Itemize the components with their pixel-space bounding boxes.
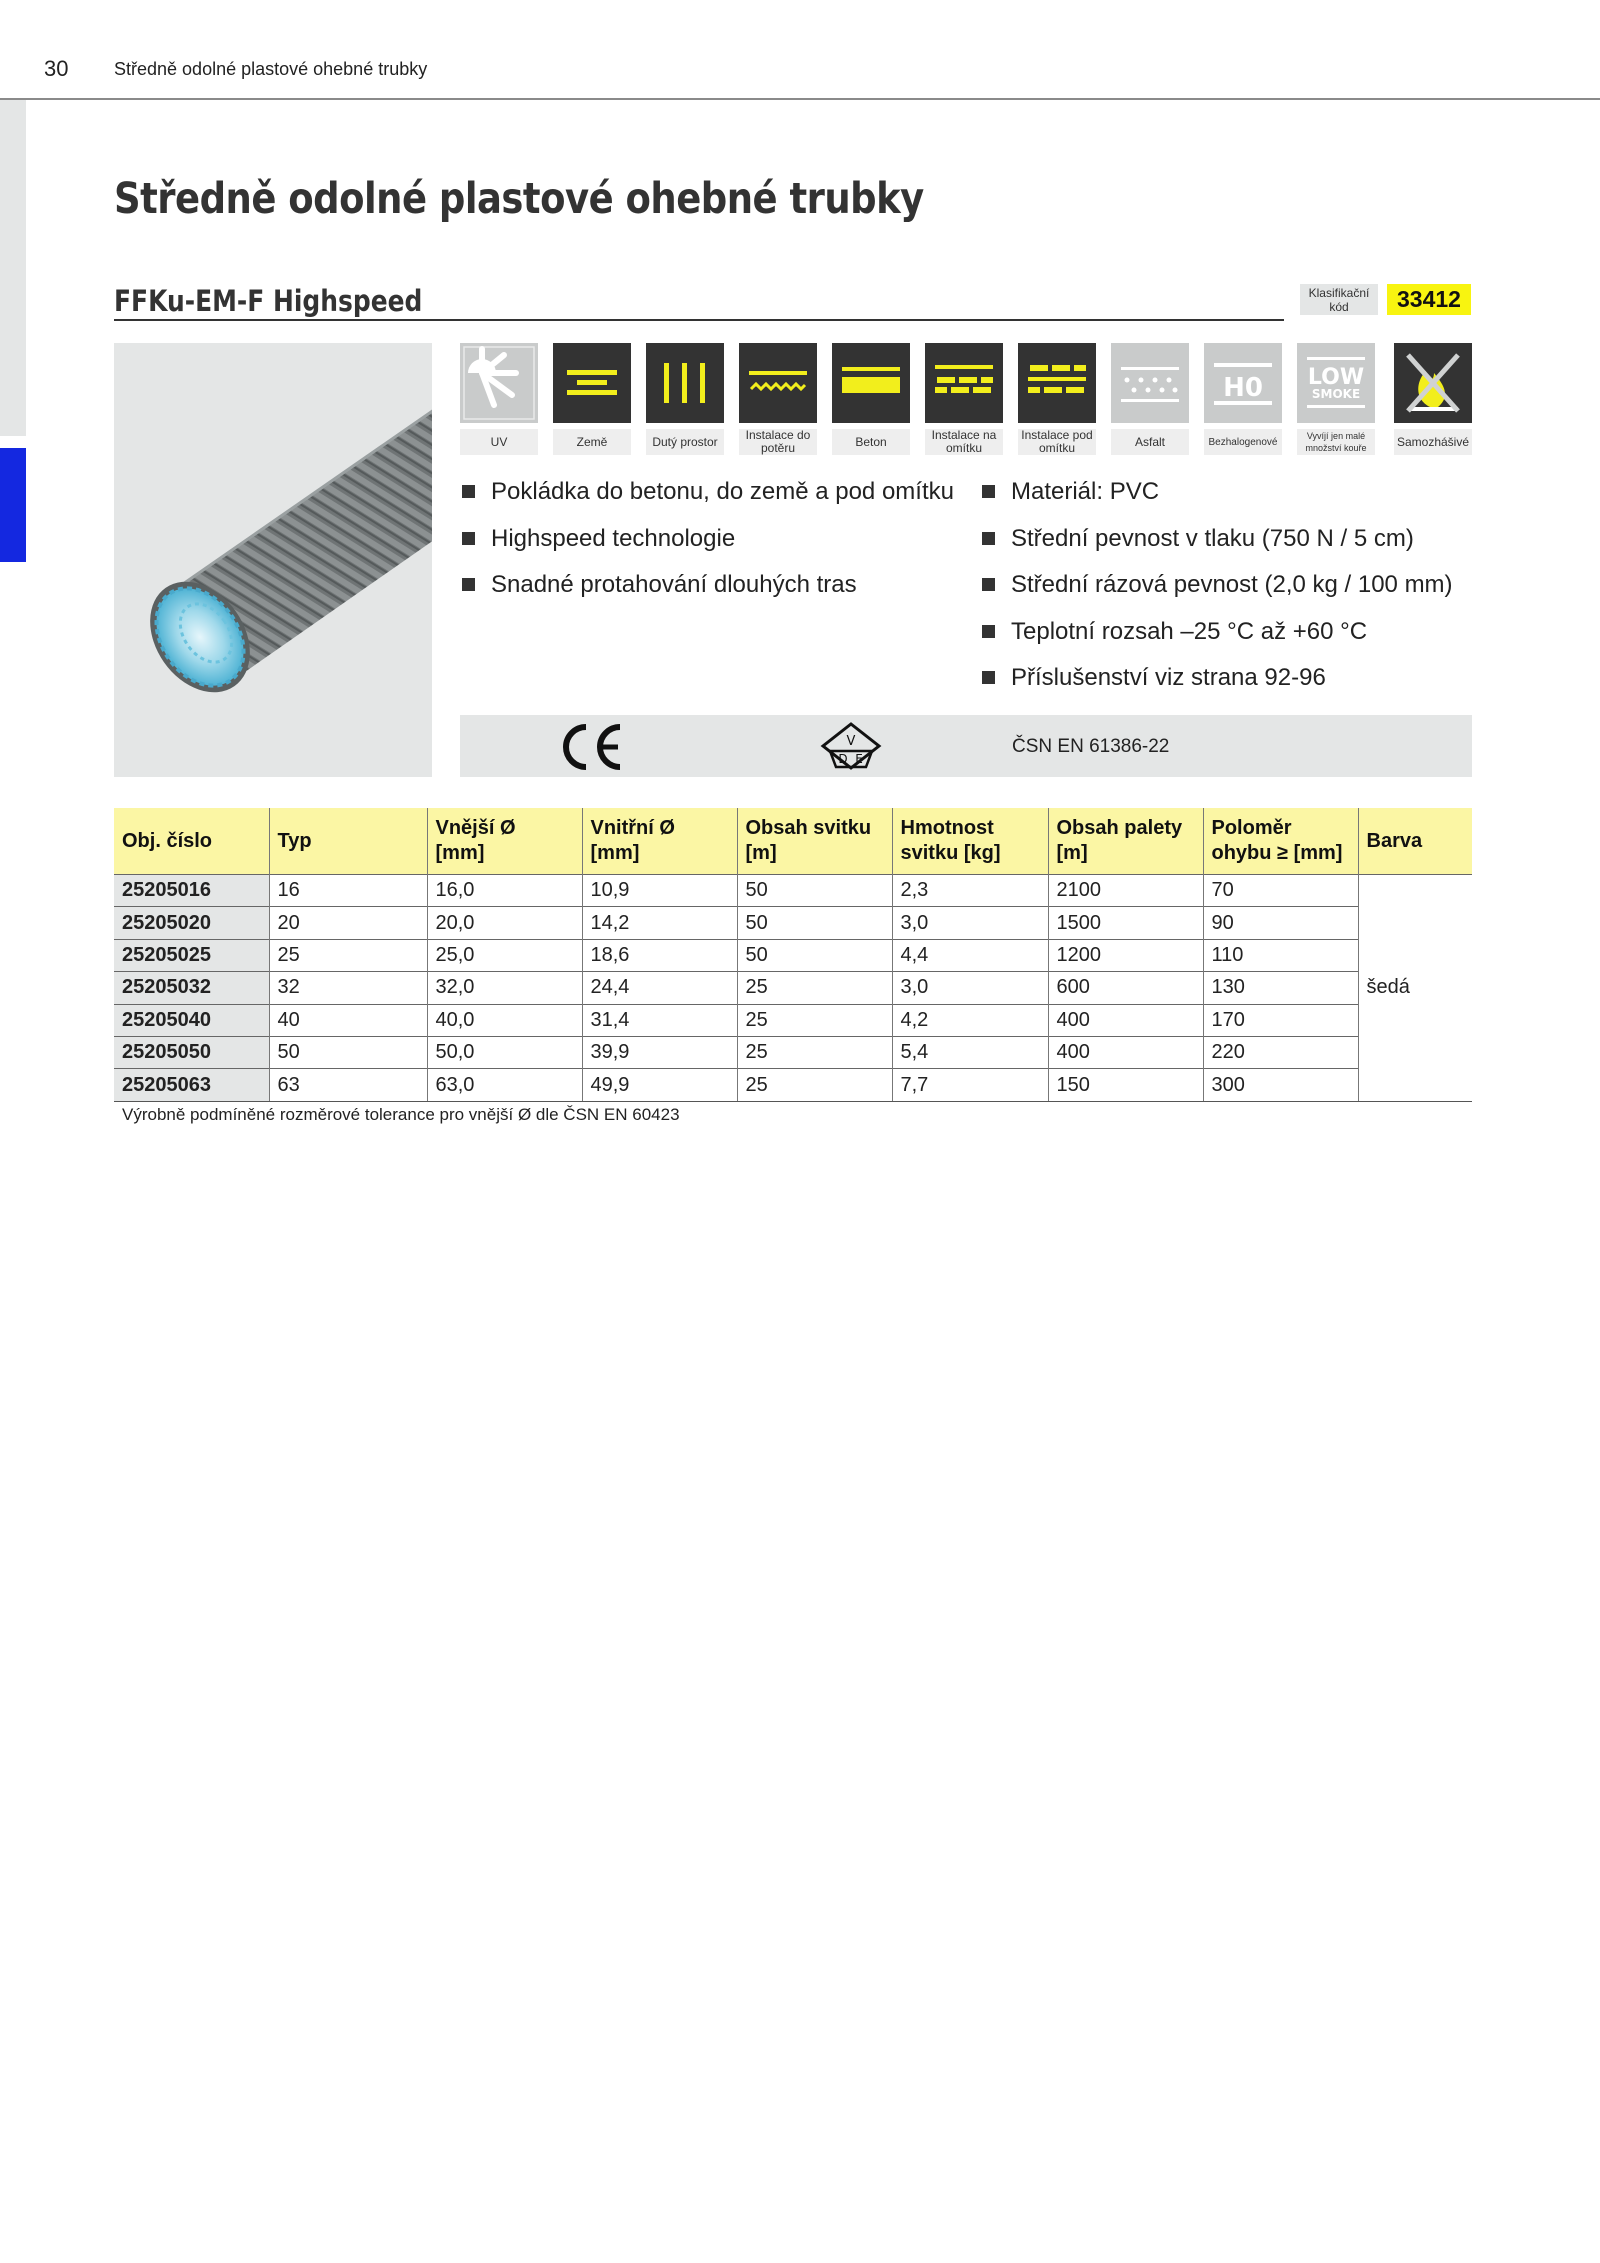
bullet-square-icon bbox=[462, 485, 475, 498]
ce-mark-icon bbox=[556, 723, 626, 771]
feature-list-right bbox=[980, 472, 1453, 705]
page-header bbox=[0, 0, 1600, 100]
feature-item: Teplotní rozsah –25 °C až +60 °C bbox=[980, 612, 1453, 659]
icon-label-hollow-space: Dutý prostor bbox=[646, 429, 724, 455]
cell-color: šedá bbox=[1358, 875, 1472, 1102]
cell-coil-weight: 4,2 bbox=[892, 1004, 1048, 1036]
cell-inner-diameter: 31,4 bbox=[582, 1004, 737, 1036]
bullet-square-icon bbox=[462, 578, 475, 591]
cell-obj-number: 25205050 bbox=[114, 1036, 269, 1068]
cell-type: 20 bbox=[269, 907, 427, 939]
cell-inner-diameter: 39,9 bbox=[582, 1036, 737, 1068]
cell-coil-weight: 5,4 bbox=[892, 1036, 1048, 1068]
vde-letter-v: V bbox=[846, 734, 856, 749]
table-note: Výrobně podmíněné rozměrové tolerance pro vnější Ø dle ČSN EN 60423 bbox=[122, 1105, 680, 1124]
cell-coil-weight: 3,0 bbox=[892, 907, 1048, 939]
cell-coil-length: 25 bbox=[737, 1069, 892, 1101]
cell-outer-diameter: 32,0 bbox=[427, 972, 582, 1004]
cell-obj-number: 25205040 bbox=[114, 1004, 269, 1036]
header-type: Typ bbox=[269, 808, 427, 875]
icon-label-under-plaster: Instalace pod omítku bbox=[1018, 429, 1096, 455]
cell-obj-number: 25205032 bbox=[114, 972, 269, 1004]
cell-inner-diameter: 24,4 bbox=[582, 972, 737, 1004]
product-title-rule bbox=[114, 319, 1284, 321]
cell-outer-diameter: 16,0 bbox=[427, 875, 582, 907]
cell-pallet-content: 400 bbox=[1048, 1004, 1203, 1036]
cell-pallet-content: 2100 bbox=[1048, 875, 1203, 907]
cell-bend-radius: 300 bbox=[1203, 1069, 1358, 1101]
concrete-icon bbox=[832, 343, 910, 423]
cell-outer-diameter: 50,0 bbox=[427, 1036, 582, 1068]
vde-mark-icon bbox=[820, 721, 882, 771]
page-title: Středně odolné plastové ohebné trubky bbox=[114, 174, 924, 224]
cell-inner-diameter: 18,6 bbox=[582, 939, 737, 971]
cell-outer-diameter: 25,0 bbox=[427, 939, 582, 971]
standard-text: ČSN EN 61386-22 bbox=[1012, 736, 1170, 757]
cell-obj-number: 25205016 bbox=[114, 875, 269, 907]
header-bend-radius: Poloměr ohybu ≥ [mm] bbox=[1203, 808, 1358, 875]
low-smoke-icon bbox=[1297, 343, 1375, 423]
table-row bbox=[114, 907, 1472, 939]
vde-letter-e: E bbox=[855, 752, 863, 766]
class-code-value: 33412 bbox=[1387, 284, 1471, 315]
bullet-square-icon bbox=[982, 625, 995, 638]
cell-type: 16 bbox=[269, 875, 427, 907]
cell-coil-length: 50 bbox=[737, 875, 892, 907]
header-inner-diameter: Vnitřní Ø [mm] bbox=[582, 808, 737, 875]
under-plaster-wave-icon bbox=[739, 343, 817, 423]
side-blue-tab bbox=[0, 448, 26, 562]
cell-inner-diameter: 49,9 bbox=[582, 1069, 737, 1101]
feature-item: Materiál: PVC bbox=[980, 472, 1453, 519]
cell-outer-diameter: 20,0 bbox=[427, 907, 582, 939]
cell-coil-length: 25 bbox=[737, 972, 892, 1004]
icon-label-earth: Země bbox=[553, 429, 631, 455]
icon-label-screed: Instalace do potěru bbox=[739, 429, 817, 455]
bullet-square-icon bbox=[462, 532, 475, 545]
cell-type: 63 bbox=[269, 1069, 427, 1101]
icon-label-asphalt: Asfalt bbox=[1111, 429, 1189, 455]
table-row bbox=[114, 939, 1472, 971]
header-coil-weight: Hmotnost svitku [kg] bbox=[892, 808, 1048, 875]
cell-pallet-content: 1500 bbox=[1048, 907, 1203, 939]
cell-bend-radius: 220 bbox=[1203, 1036, 1358, 1068]
cell-coil-weight: 7,7 bbox=[892, 1069, 1048, 1101]
cell-bend-radius: 110 bbox=[1203, 939, 1358, 971]
running-title: Středně odolné plastové ohebné trubky bbox=[114, 59, 428, 79]
header-color: Barva bbox=[1358, 808, 1472, 875]
cell-obj-number: 25205063 bbox=[114, 1069, 269, 1101]
self-extinguishing-icon bbox=[1394, 343, 1472, 423]
uv-sun-icon bbox=[460, 343, 538, 423]
icon-label-halogen-free: Bezhalogenové bbox=[1204, 429, 1282, 455]
header-outer-diameter: Vnější Ø [mm] bbox=[427, 808, 582, 875]
under-plaster-bricks-icon bbox=[1018, 343, 1096, 423]
certification-bar bbox=[460, 715, 1472, 777]
cell-outer-diameter: 63,0 bbox=[427, 1069, 582, 1101]
halogen-free-icon bbox=[1204, 343, 1282, 423]
table-row bbox=[114, 1004, 1472, 1036]
bullet-square-icon bbox=[982, 578, 995, 591]
cell-coil-weight: 4,4 bbox=[892, 939, 1048, 971]
property-icons-row bbox=[460, 343, 1472, 461]
cell-pallet-content: 400 bbox=[1048, 1036, 1203, 1068]
icon-label-uv: UV bbox=[460, 429, 538, 455]
cell-inner-diameter: 14,2 bbox=[582, 907, 737, 939]
icon-label-low-smoke: Vyvíjí jen malé množství kouře bbox=[1297, 429, 1375, 455]
low-smoke-text-1: LOW bbox=[1307, 365, 1365, 390]
cell-coil-length: 25 bbox=[737, 1036, 892, 1068]
header-coil-length: Obsah svitku [m] bbox=[737, 808, 892, 875]
feature-item: Střední rázová pevnost (2,0 kg / 100 mm) bbox=[980, 565, 1453, 612]
class-code-label: Klasifikační kód bbox=[1300, 284, 1378, 315]
cell-obj-number: 25205025 bbox=[114, 939, 269, 971]
cell-pallet-content: 600 bbox=[1048, 972, 1203, 1004]
feature-item: Příslušenství viz strana 92-96 bbox=[980, 658, 1453, 705]
icon-label-self-extinguishing: Samozhášivé bbox=[1394, 429, 1472, 455]
cell-pallet-content: 1200 bbox=[1048, 939, 1203, 971]
bullet-square-icon bbox=[982, 532, 995, 545]
bullet-square-icon bbox=[982, 671, 995, 684]
table-row bbox=[114, 875, 1472, 907]
cell-bend-radius: 70 bbox=[1203, 875, 1358, 907]
header-rule bbox=[0, 98, 1600, 100]
cell-inner-diameter: 10,9 bbox=[582, 875, 737, 907]
low-smoke-text-2: SMOKE bbox=[1311, 387, 1361, 401]
header-obj-number: Obj. číslo bbox=[114, 808, 269, 875]
cell-bend-radius: 130 bbox=[1203, 972, 1358, 1004]
cell-coil-weight: 2,3 bbox=[892, 875, 1048, 907]
product-photo bbox=[114, 343, 432, 777]
product-title: FFKu-EM-F Highspeed bbox=[114, 284, 423, 318]
header-pallet-content: Obsah palety [m] bbox=[1048, 808, 1203, 875]
cell-coil-length: 50 bbox=[737, 939, 892, 971]
table-row bbox=[114, 1069, 1472, 1101]
table-row bbox=[114, 972, 1472, 1004]
cell-bend-radius: 90 bbox=[1203, 907, 1358, 939]
cell-bend-radius: 170 bbox=[1203, 1004, 1358, 1036]
hollow-space-icon bbox=[646, 343, 724, 423]
icon-label-on-plaster: Instalace na omítku bbox=[925, 429, 1003, 455]
cell-coil-length: 25 bbox=[737, 1004, 892, 1036]
table-header-row bbox=[114, 808, 1472, 875]
feature-item: Střední pevnost v tlaku (750 N / 5 cm) bbox=[980, 519, 1453, 566]
feature-list-left bbox=[460, 472, 954, 612]
corrugated-conduit-icon bbox=[114, 343, 432, 777]
halogen-free-text: H0 bbox=[1223, 373, 1263, 403]
feature-item: Snadné protahování dlouhých tras bbox=[460, 565, 954, 612]
cell-type: 50 bbox=[269, 1036, 427, 1068]
feature-item: Pokládka do betonu, do země a pod omítku bbox=[460, 472, 954, 519]
on-plaster-bricks-icon bbox=[925, 343, 1003, 423]
vde-letter-d: D bbox=[838, 752, 848, 766]
feature-item: Highspeed technologie bbox=[460, 519, 954, 566]
earth-layers-icon bbox=[553, 343, 631, 423]
cell-type: 40 bbox=[269, 1004, 427, 1036]
page-number: 30 bbox=[44, 56, 69, 81]
icon-label-concrete: Beton bbox=[832, 429, 910, 455]
cell-type: 25 bbox=[269, 939, 427, 971]
bullet-square-icon bbox=[982, 485, 995, 498]
table-row bbox=[114, 1036, 1472, 1068]
cell-coil-weight: 3,0 bbox=[892, 972, 1048, 1004]
product-table bbox=[114, 808, 1472, 1102]
asphalt-icon bbox=[1111, 343, 1189, 423]
cell-obj-number: 25205020 bbox=[114, 907, 269, 939]
cell-type: 32 bbox=[269, 972, 427, 1004]
cell-outer-diameter: 40,0 bbox=[427, 1004, 582, 1036]
cell-coil-length: 50 bbox=[737, 907, 892, 939]
cell-pallet-content: 150 bbox=[1048, 1069, 1203, 1101]
side-gray-strip bbox=[0, 100, 26, 436]
